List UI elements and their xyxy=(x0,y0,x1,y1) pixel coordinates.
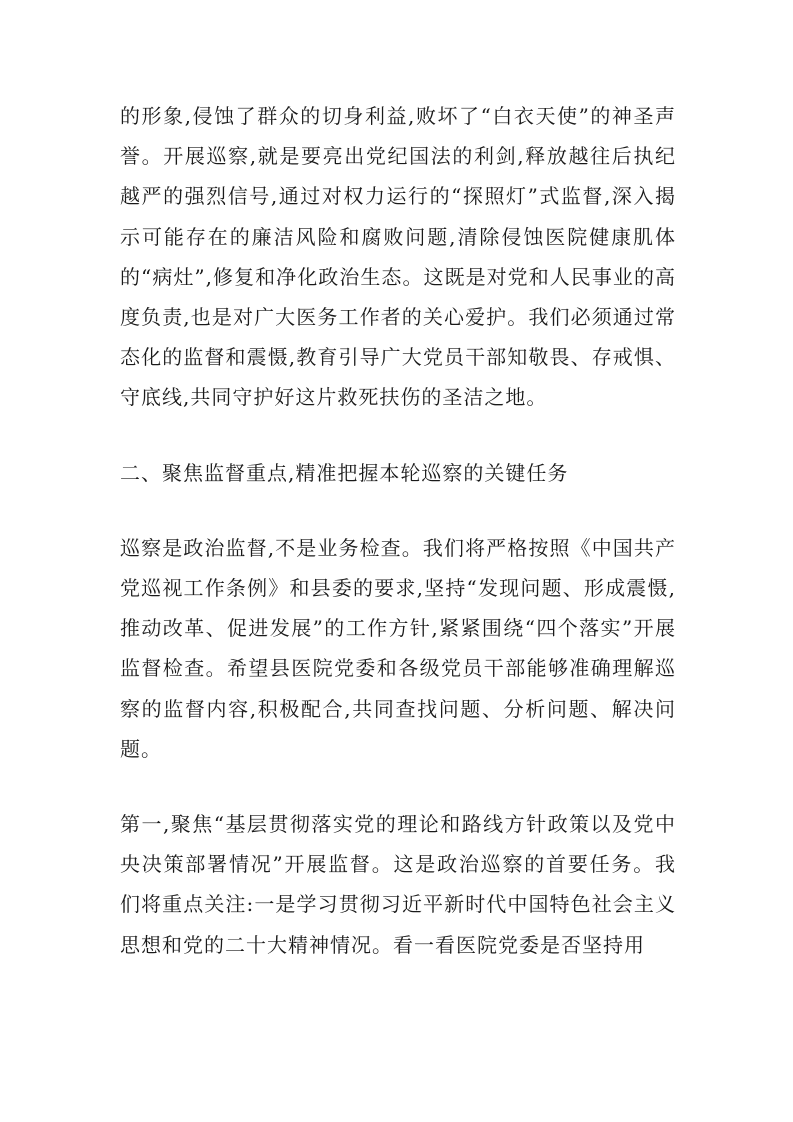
paragraph-1: 的形象,侵蚀了群众的切身利益,败坏了“白衣天使”的神圣声誉。开展巡察,就是要亮出党纪国法的利剑,释放越往后执纪越严的强烈信号,通过对权力运行的“探照灯”式监督,深入揭示可能存在的廉洁风险和腐败问题,清除侵蚀医院健康肌体的“病灶”,修复和净化政治生态。这既是对党和人民事业的高度负责,也是对广大医务工作者的关心爱护。我们必须通过常态化的监督和震慑,教育引导广大党员干部知敬畏、存戒惧、守底线,共同守护好这片救死扶伤的圣洁之地。 xyxy=(120,104,676,410)
section-heading: 二、聚焦监督重点,精准把握本轮巡察的关键任务 xyxy=(120,460,569,485)
paragraph-3: 第一,聚焦“基层贯彻落实党的理论和路线方针政策以及党中央决策部署情况”开展监督。这是政治巡察的首要任务。我们将重点关注:一是学习贯彻习近平新时代中国特色社会主义思想和党的二十大精神情况。看一看医院党委是否坚持用 xyxy=(120,812,676,957)
paragraph-2: 巡察是政治监督,不是业务检查。我们将严格按照《中国共产党巡视工作条例》和县委的要求,坚持“发现问题、形成震慑,推动改革、促进发展”的工作方针,紧紧围绕“四个落实”开展监督检查。希望县医院党委和各级党员干部能够准确理解巡察的监督内容,积极配合,共同查找问题、分析问题、解决问题。 xyxy=(120,535,676,761)
document-body xyxy=(120,96,676,965)
